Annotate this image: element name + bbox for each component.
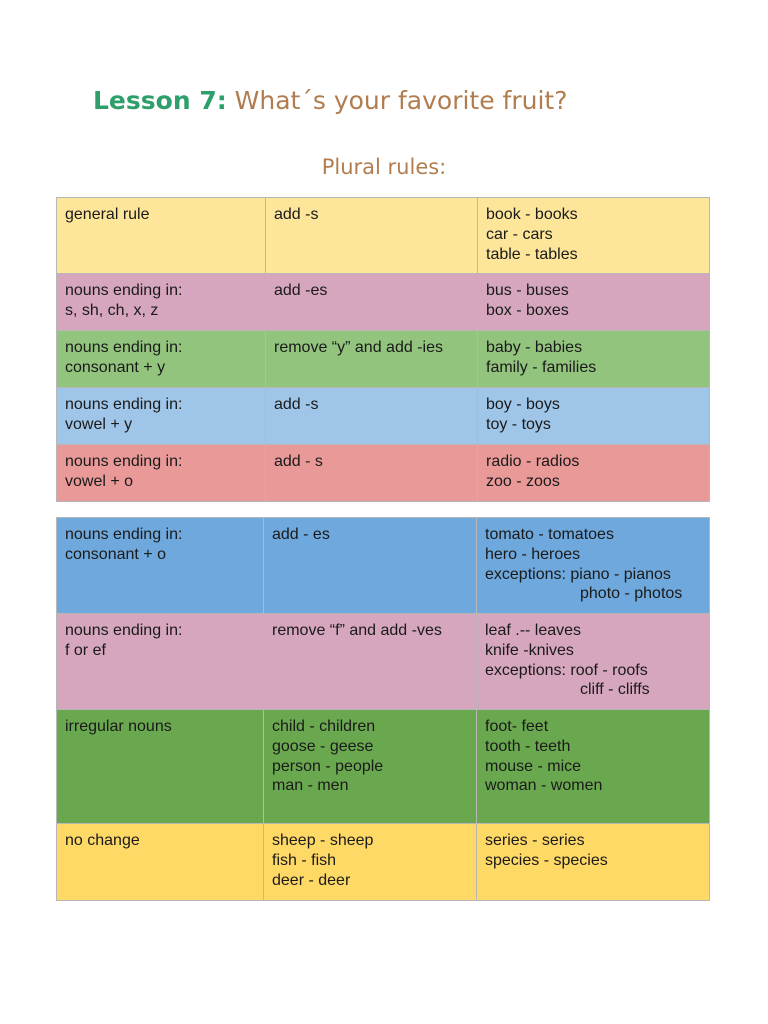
rule-cell: nouns ending in: s, sh, ch, x, z [57, 274, 266, 331]
examples-cell: boy - boys toy - toys [478, 388, 710, 445]
change-cell: remove “f” and add -ves [264, 614, 477, 710]
plural-rules-table-1 [56, 197, 710, 502]
rule-cell: nouns ending in: consonant + o [57, 518, 264, 614]
rule-cell: nouns ending in: vowel + y [57, 388, 266, 445]
examples-cell [477, 518, 710, 614]
change-cell: add - s [266, 445, 478, 502]
page-title [93, 86, 568, 115]
rule-cell: nouns ending in: f or ef [57, 614, 264, 710]
examples-cell: foot- feet tooth - teeth mouse - mice woman - women [477, 710, 710, 824]
table-row [57, 274, 710, 331]
examples-cell [477, 614, 710, 710]
change-cell: add -es [266, 274, 478, 331]
table-row [57, 331, 710, 388]
rule-cell: irregular nouns [57, 710, 264, 824]
table-row [57, 518, 710, 614]
rule-cell: no change [57, 824, 264, 901]
change-cell: add -s [266, 198, 478, 274]
change-cell: sheep - sheep fish - fish deer - deer [264, 824, 477, 901]
rule-cell: nouns ending in: consonant + y [57, 331, 266, 388]
examples-text: tomato - tomatoes hero - heroes exceptions: piano - pianos [485, 526, 671, 583]
table-row [57, 710, 710, 824]
change-cell: add - es [264, 518, 477, 614]
change-cell: child - children goose - geese person - people man - men [264, 710, 477, 824]
table-row [57, 388, 710, 445]
examples-cell: bus - buses box - boxes [478, 274, 710, 331]
examples-cell: series - series species - species [477, 824, 710, 901]
change-cell: remove “y” and add -ies [266, 331, 478, 388]
change-cell: add -s [266, 388, 478, 445]
lesson-label: Lesson 7: [93, 86, 227, 115]
examples-cell: baby - babies family - families [478, 331, 710, 388]
table-row [57, 824, 710, 901]
table-row [57, 614, 710, 710]
exception-continuation: cliff - cliffs [580, 681, 650, 699]
section-subtitle: Plural rules: [321, 155, 447, 179]
lesson-title: What´s your favorite fruit? [226, 86, 568, 115]
examples-text: leaf .-- leaves knife -knives exceptions: roof - roofs [485, 622, 648, 679]
rule-cell: nouns ending in: vowel + o [57, 445, 266, 502]
examples-cell: radio - radios zoo - zoos [478, 445, 710, 502]
rule-cell: general rule [57, 198, 266, 274]
table-row [57, 445, 710, 502]
exception-continuation: photo - photos [580, 585, 683, 603]
examples-cell: book - books car - cars table - tables [478, 198, 710, 274]
table-row [57, 198, 710, 274]
plural-rules-table-2 [56, 517, 710, 901]
